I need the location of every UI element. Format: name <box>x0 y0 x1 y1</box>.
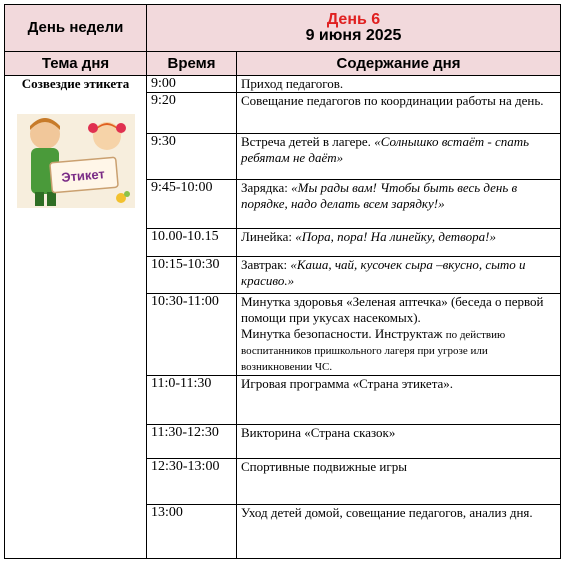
row-content <box>237 256 561 293</box>
content-text: Завтрак: <box>241 256 291 272</box>
content-quote: «Каша, чай, кусочек сыра –вкусно, сыто и красиво.» <box>241 256 526 288</box>
row-time: 10.00-10.15 <box>147 228 237 256</box>
etiquette-illustration <box>17 114 135 208</box>
content-text: Встреча детей в лагере. <box>241 134 375 150</box>
header-row <box>5 5 561 52</box>
day-title-cell <box>147 5 561 52</box>
column-header-row <box>5 52 561 76</box>
content-quote: «Пора, пора! На линейку, детвора!» <box>295 228 496 244</box>
row-content <box>237 179 561 228</box>
day-number: День 6 <box>326 11 381 29</box>
row-content: Приход педагогов. <box>237 76 561 93</box>
row-time: 9:00 <box>147 76 237 93</box>
row-content: Совещание педагогов по координации работы на день. <box>237 93 561 134</box>
row-time: 9:45-10:00 <box>147 179 237 228</box>
row-content <box>237 293 561 375</box>
content-text: Минутка здоровья «Зеленая аптечка» (беседа о первой помощи при укусах насекомых). <box>241 293 544 325</box>
row-time: 12:30-13:00 <box>147 458 237 504</box>
column-header-theme: Тема дня <box>5 52 147 76</box>
row-time: 9:20 <box>147 93 237 134</box>
row-time: 10:30-11:00 <box>147 293 237 375</box>
row-time: 11:30-12:30 <box>147 425 237 458</box>
illustration-label: Этикет <box>60 166 105 186</box>
row-content: Уход детей домой, совещание педагогов, анализ дня. <box>237 504 561 558</box>
row-content <box>237 134 561 179</box>
row-time: 11:0-11:30 <box>147 376 237 425</box>
content-quote: «Мы рады вам! Чтобы быть весь день в порядке, надо делать всем зарядку!» <box>241 179 518 211</box>
table-row <box>5 76 561 93</box>
row-time: 9:30 <box>147 134 237 179</box>
content-small-text: по действию воспитанников пришкольного лагеря при угрозе или возникновении ЧС. <box>241 328 506 373</box>
column-header-content: Содержание дня <box>237 52 561 76</box>
theme-cell <box>5 76 147 559</box>
row-content: Игровая программа «Страна этикета». <box>237 376 561 425</box>
row-time: 10:15-10:30 <box>147 256 237 293</box>
row-content: Спортивные подвижные игры <box>237 458 561 504</box>
row-content <box>237 228 561 256</box>
content-text-2: Минутка безопасности. Инструктаж <box>241 325 443 341</box>
day-date: 9 июня 2025 <box>305 27 402 45</box>
day-of-week-label: День недели <box>5 5 147 52</box>
row-content: Викторина «Страна сказок» <box>237 425 561 458</box>
content-text: Линейка: <box>241 228 296 244</box>
theme-title: Созвездие этикета <box>21 76 130 92</box>
content-quote: «Солнышко встаёт - спать ребятам не даёт» <box>241 134 530 166</box>
row-time: 13:00 <box>147 504 237 558</box>
column-header-time: Время <box>147 52 237 76</box>
content-text: Зарядка: <box>241 179 292 195</box>
schedule-table <box>4 4 561 559</box>
